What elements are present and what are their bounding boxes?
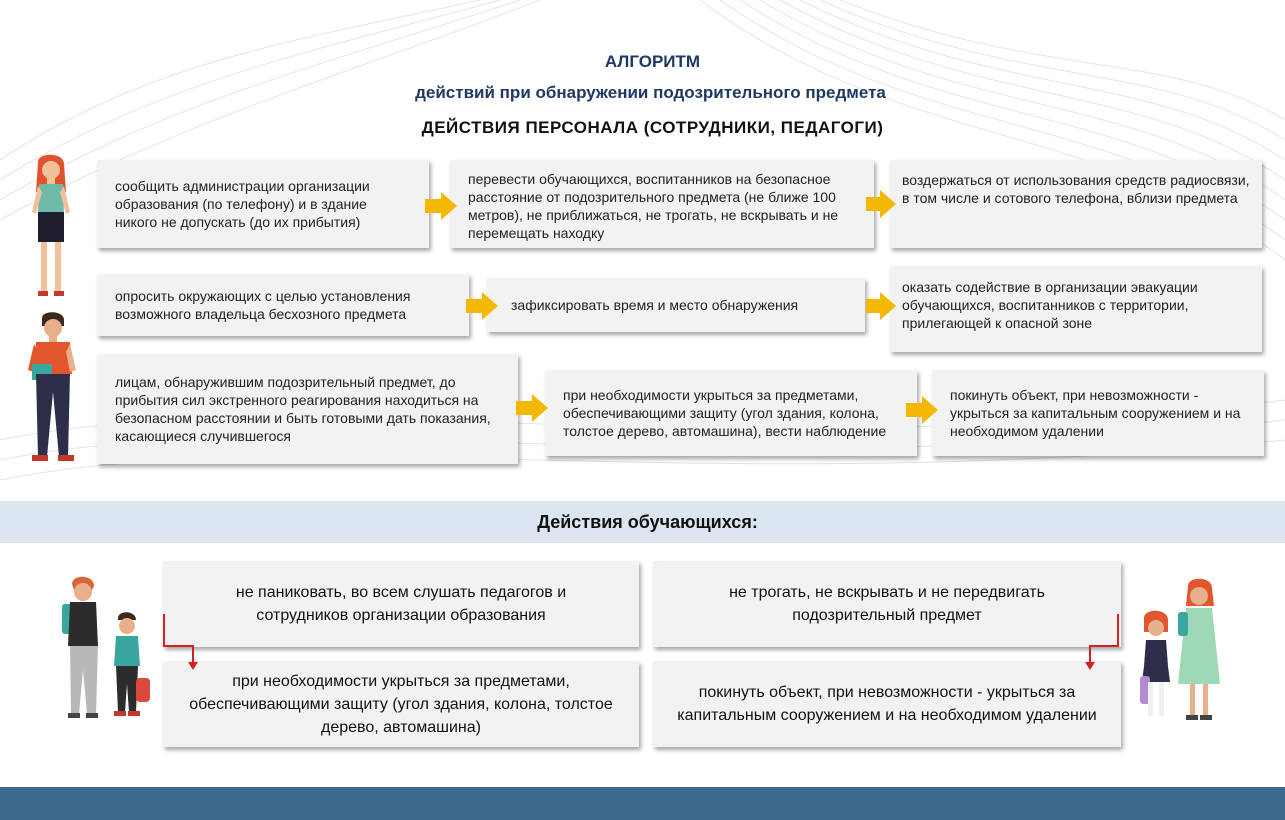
staff-step-text: опросить окружающих с целью установления возможного владельца бесхозного предмета (115, 288, 411, 322)
connector-arrow-icon (160, 612, 200, 672)
page-title: АЛГОРИТМ (604, 52, 701, 71)
student-step-4 (653, 661, 1121, 747)
staff-step-2-1 (97, 274, 469, 336)
staff-step-3-1 (97, 354, 518, 464)
footer-bar (0, 787, 1285, 820)
staff-step-text: лицам, обнаружившим подозрительный предмет, до прибытия сил экстренного реагирования находиться на безопасном расстоянии и быть готовыми дать показания, касающиеся случившегося (115, 374, 491, 444)
staff-step-text: при необходимости укрыться за предметами, обеспечивающими защиту (угол здания, колона, толстое дерево, автомашина), вести наблюдение (563, 387, 887, 439)
staff-step-2-3 (890, 266, 1262, 352)
staff-step-3-3 (932, 370, 1264, 456)
section-title-students: Действия обучающихся: (537, 512, 758, 532)
section-title-staff: ДЕЙСТВИЯ ПЕРСОНАЛА (СОТРУДНИКИ, ПЕДАГОГИ) (421, 118, 884, 137)
staff-step-text: оказать содействие в организации эвакуации обучающихся, воспитанников с территории, прилегающей к опасной зоне (902, 279, 1198, 331)
student-step-text: не трогать, не вскрывать и не передвигать подозрительный предмет (729, 584, 1045, 624)
student-step-text: покинуть объект, при невозможности - укрыться за капитальным сооружением и на необходимом удалении (677, 684, 1097, 724)
staff-step-3-2 (545, 370, 917, 456)
student-step-3 (163, 661, 639, 747)
boys-illustration (56, 574, 152, 724)
girls-illustration (1138, 578, 1228, 726)
student-step-1 (163, 561, 639, 647)
staff-step-text: покинуть объект, при невозможности - укрыться за капитальным сооружением и на необходимом удалении (950, 387, 1241, 439)
student-step-text: при необходимости укрыться за предметами, обеспечивающими защиту (угол здания, колона, толстое дерево, автомашина) (189, 672, 613, 736)
staff-step-1-3 (890, 160, 1262, 248)
staff-step-2-2 (487, 278, 865, 332)
staff-step-text: сообщить администрации организации образования (по телефону) и в здание никого не допускать (до их прибытия) (115, 178, 370, 230)
staff-step-1-1 (97, 160, 429, 248)
student-step-2 (653, 561, 1121, 647)
staff-step-text: зафиксировать время и место обнаружения (511, 297, 799, 313)
staff-step-1-2 (450, 160, 874, 248)
page-subtitle: действий при обнаружении подозрительного предмета (415, 83, 886, 102)
staff-step-text: воздержаться от использования средств радиосвязи, в том числе и сотового телефона, вблизи предмета (902, 172, 1250, 206)
student-step-text: не паниковать, во всем слушать педагогов и сотрудников организации образования (235, 584, 567, 624)
woman-teacher-illustration (26, 152, 76, 302)
connector-arrow-icon (1080, 612, 1122, 672)
man-teacher-illustration (24, 312, 82, 467)
staff-step-text: перевести обучающихся, воспитанников на безопасное расстояние от подозрительного предмета (не ближе 100 метров), не приближаться, не трогать, не вскрывать и не перемещать находку (468, 171, 839, 241)
